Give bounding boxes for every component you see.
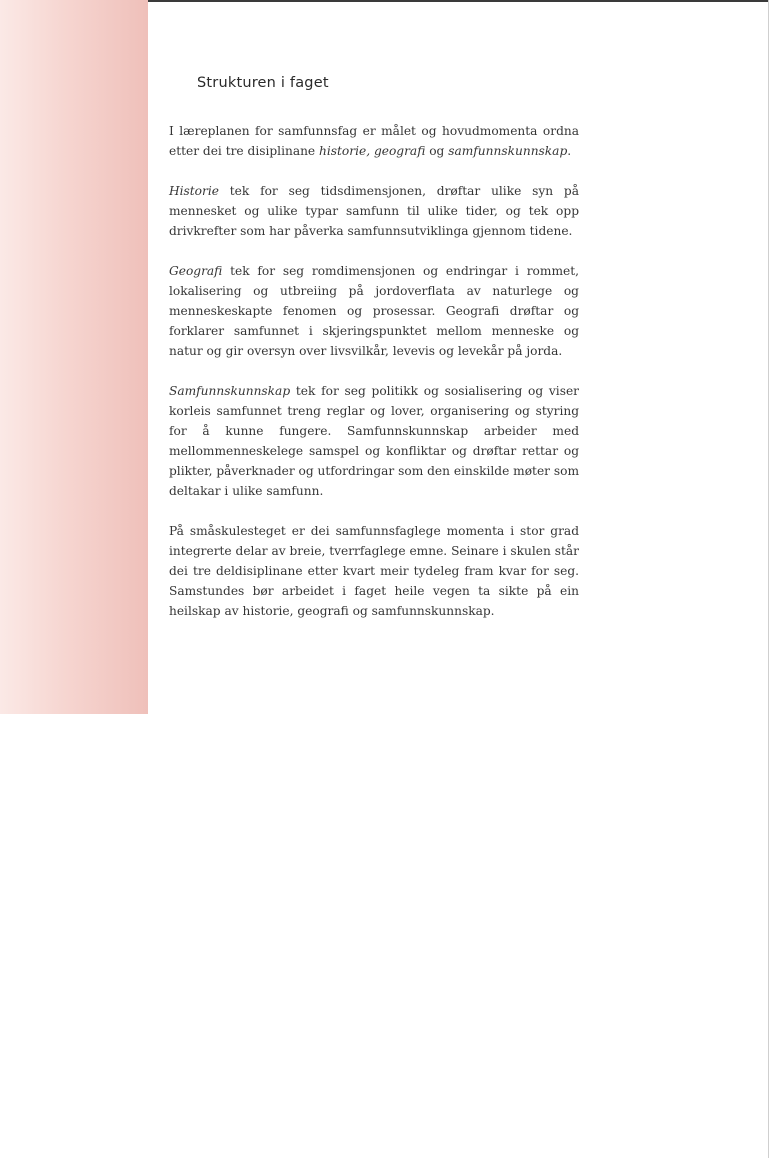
page-content xyxy=(169,73,579,641)
intro-term-historie-geografi: historie, geografi xyxy=(319,144,426,158)
intro-period: . xyxy=(567,144,572,158)
geografi-term: Geografi xyxy=(169,264,223,278)
historie-paragraph xyxy=(169,181,579,241)
decorative-side-band xyxy=(0,0,148,714)
section-heading: Strukturen i faget xyxy=(197,75,329,91)
intro-term-samfunnskunnskap: samfunnskunnskap xyxy=(448,144,568,158)
historie-term: Historie xyxy=(169,184,219,198)
samfunnskunnskap-text: tek for seg politikk og sosialisering og viser korleis samfunnet treng reglar og lover, organisering og styring for å kunne fungere. Samfunnskunnskap arbeider med mellommenneskelege samspel og konfliktar og drøftar rettar og plikter, påverknader og utfordringar som den einskilde møter som deltakar i ulike samfunn. xyxy=(169,384,580,498)
smaskule-text: På småskulesteget er dei samfunnsfaglege momenta i stor grad integrerte delar av breie, tverrfaglege emne. Seinare i skulen står dei tre deldisiplinane etter kvart meir tydeleg fram kvar for seg. Samstundes bør arbeidet i faget heile vegen ta sikte på ein heilskap av historie, geografi og samfunnskunnskap. xyxy=(169,524,579,618)
top-rule xyxy=(148,0,769,2)
geografi-text: tek for seg romdimensjonen og endringar i rommet, lokalisering og utbreiing på jordoverflata av naturlege og menneskeskapte fenomen og prosessar. Geografi drøftar og forklarer samfunnet i skjeringspunktet mellom menneske og natur og gir oversyn over livsvilkår, levevis og levekår på jorda. xyxy=(169,264,579,358)
samfunnskunnskap-paragraph xyxy=(169,381,579,501)
samfunnskunnskap-term: Samfunnskunnskap xyxy=(169,384,291,398)
historie-text: tek for seg tidsdimensjonen, drøftar ulike syn på mennesket og ulike typar samfunn til ulike tider, og tek opp drivkrefter som har påverka samfunnsutviklinga gjennom tidene. xyxy=(169,184,579,238)
smaskule-paragraph xyxy=(169,521,579,621)
intro-paragraph xyxy=(169,121,579,161)
intro-text: I læreplanen for samfunnsfag er målet og hovudmomenta ordna etter dei tre disiplinane xyxy=(169,124,579,158)
intro-conjunction: og xyxy=(425,144,449,158)
geografi-paragraph xyxy=(169,261,579,361)
